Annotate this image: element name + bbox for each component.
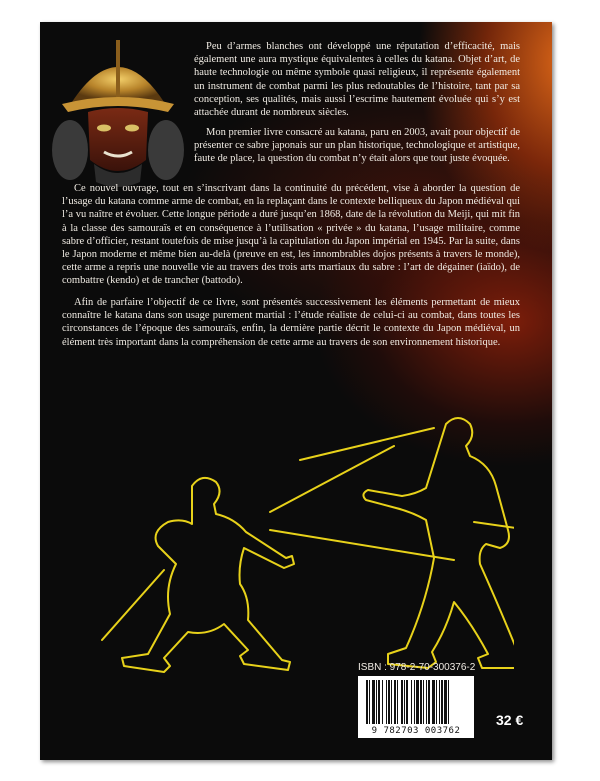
intro-paragraph: Peu d’armes blanches ont développé une réputation d’efficacité, mais également une aura mystique équivalentes à celles du katana. Objet d’art, de haute technologie ou même symbole quasi religieux, il représente également un instrument de combat parmi les plus redoutables de l’histoire, tant par sa conception, ses qualités, mais aussi l’escrime hautement évoluée qui s’y est attachée durant de nombreux siècles. [194,41,520,119]
samurai-helmet-image [48,32,188,192]
barcode-number: 9 782703 003762 [371,726,461,736]
new-book-paragraph: Ce nouvel ouvrage, tout en s’inscrivant dans la continuité du précédent, vise à aborder la question de l’usage du katana comme arme de combat, en la replaçant dans le contexte belliqueux du Japon médiéval qui l’a vu naître et évoluer. Cette longue période a duré jusqu’en 1868, date de la révolution du Meiji, qui mit fin à la classe des samouraïs et en conséquence à l’utilisation « privée » du katana, l’usage militaire, comme sabre d’officier, restant toutefois de mise jusqu’à la capitulation du Japon impérial en 1945. Par la suite, dans le Japon moderne et même bien au-delà (preuve en est, les innombrables dojos présents à travers le monde), cette arme a repris une nouvelle vie au travers des trois arts martiaux du sabre : l’art de dégainer (iaïdo), de combattre (kendo) et de trancher (battodo). [62,183,520,287]
first-book-paragraph: Mon premier livre consacré au katana, paru en 2003, avait pour objectif de présenter ce sabre japonais sur un plan historique, technologique et artistique, faute de place, la question du combat n’y était alors que tout juste évoquée. [194,127,520,165]
book-structure-paragraph: Afin de parfaire l’objectif de ce livre, sont présentés successivement les éléments permettant de mieux connaître le katana dans son usage purement martial : l’étude réaliste de celui-ci au combat, dans toutes les circonstances de l’époque des samouraïs, enfin, la dernière partie décrit le contexte du Japon médiéval, un élément très important dans la compréhension de cette arme au travers de son environnement historique. [62,297,520,348]
isbn-label: ISBN : 978-2-70-300376-2 [358,662,476,673]
price-label: 32 € [496,712,524,728]
barcode-bars-icon [358,676,474,726]
barcode [358,676,474,738]
book-back-cover [40,22,552,760]
